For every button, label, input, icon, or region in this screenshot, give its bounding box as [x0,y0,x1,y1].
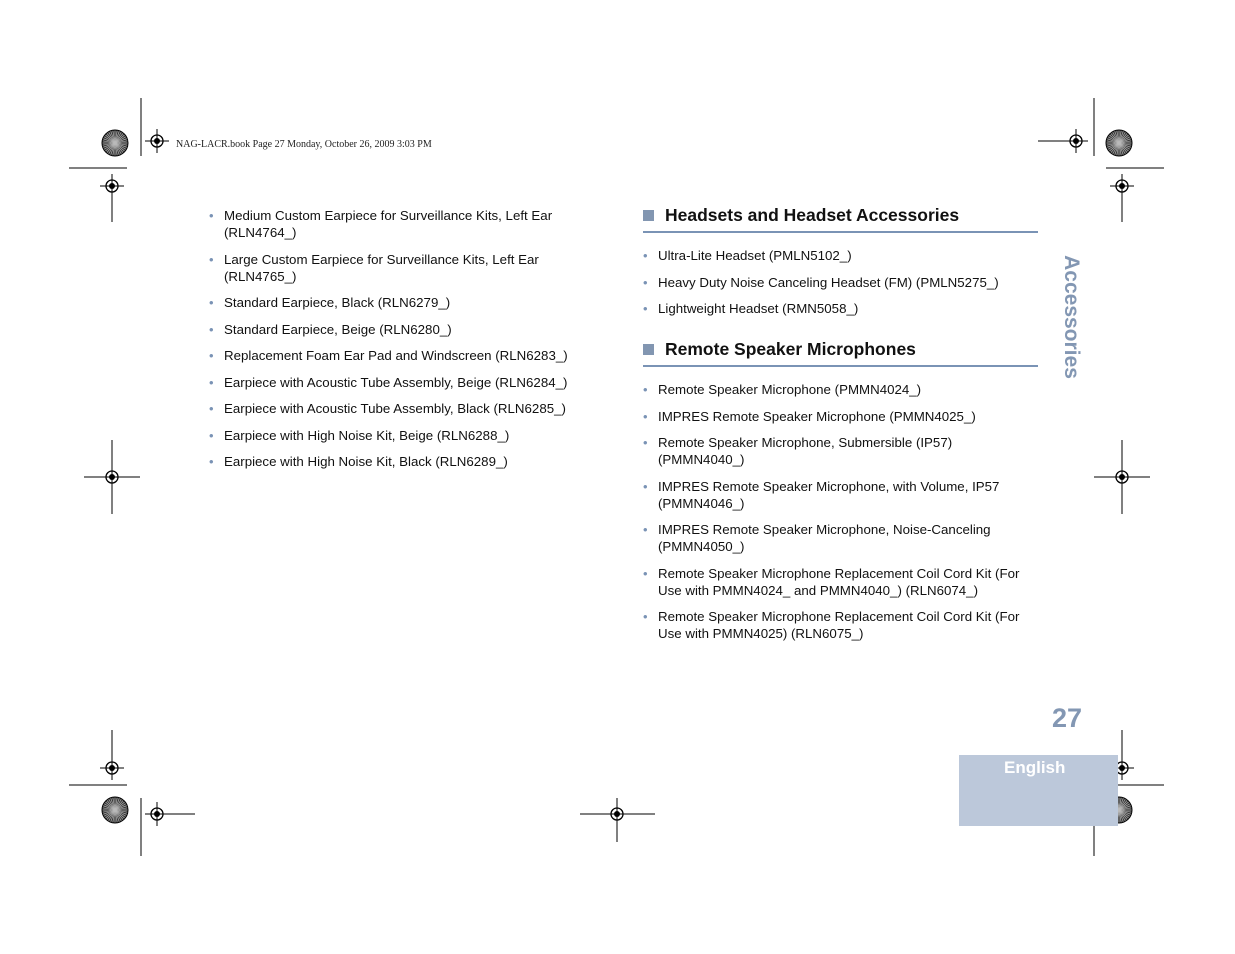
bullet-icon: • [643,274,648,290]
section-heading [643,339,1038,367]
list-item-text: IMPRES Remote Speaker Microphone (PMMN4025_) [658,408,976,424]
bullet-icon: • [643,408,648,424]
bullet-icon: • [209,295,214,310]
list-item-text: IMPRES Remote Speaker Microphone, with Volume, IP57 (PMMN4046_) [658,478,1000,511]
crosshair-target-icon [1110,465,1134,489]
list-item-text: Remote Speaker Microphone (PMMN4024_) [658,382,922,397]
list-item [643,274,1038,291]
list-item-text: Earpiece with Acoustic Tube Assembly, Black (RLN6285_) [224,401,566,416]
print-header-info: NAG-LACR.book Page 27 Monday, October 26, 2009 3:03 PM [176,139,432,150]
bullet-icon: • [209,251,214,267]
section-heading [643,205,1038,233]
bullet-icon: • [209,348,214,363]
language-box [959,755,1118,826]
list-item [209,251,609,285]
heading-square-icon [643,344,654,355]
list-item [643,521,1038,555]
list-item-text: Remote Speaker Microphone Replacement Coil Cord Kit (For Use with PMMN4025) (RLN6075_) [658,609,1020,641]
list-item [209,294,609,311]
list-item-text: Heavy Duty Noise Canceling Headset (FM) (PMLN5275_) [658,274,999,290]
list-item [643,478,1038,512]
list-item-text: Earpiece with Acoustic Tube Assembly, Beige (RLN6284_) [224,374,568,390]
list-item [209,207,609,241]
registration-starburst-icon [102,797,128,823]
bullet-icon: • [209,374,214,390]
list-item-text: Large Custom Earpiece for Surveillance Kits, Left Ear (RLN4765_) [224,251,539,284]
heading-square-icon [643,210,654,221]
list-item-text: Standard Earpiece, Beige (RLN6280_) [224,321,452,337]
list-item [643,608,1038,642]
bullet-icon: • [643,522,648,537]
section-remote-speaker-microphones [643,339,1038,642]
bullet-icon: • [209,454,214,469]
bullet-icon: • [643,301,648,316]
bullet-icon: • [209,208,214,223]
bullet-icon: • [209,321,214,337]
list-item [209,321,609,338]
left-bullet-list [209,207,609,470]
list-item [209,374,609,391]
list-item-text: Earpiece with High Noise Kit, Black (RLN6289_) [224,454,508,469]
bullet-icon: • [643,248,648,263]
crosshair-target-icon [1110,174,1134,198]
list-item [643,434,1038,468]
registration-starburst-icon [1106,130,1132,156]
list-item [209,427,609,444]
list-item [643,408,1038,425]
bullet-icon: • [643,435,648,450]
list-item-text: IMPRES Remote Speaker Microphone, Noise-Canceling (PMMN4050_) [658,522,991,554]
section-title-rsm: Remote Speaker Microphones [665,339,916,359]
right-column [643,205,1038,652]
list-item [643,381,1038,398]
side-tab [1043,252,1098,382]
bullet-icon: • [643,565,648,581]
headsets-bullet-list [643,247,1038,317]
crosshair-target-icon [605,802,629,826]
page-number: 27 [1051,703,1082,733]
crosshair-target-icon [100,465,124,489]
list-item-text: Standard Earpiece, Black (RLN6279_) [224,295,451,310]
crosshair-target-icon [145,802,169,826]
crosshair-target-icon [100,174,124,198]
list-item [643,247,1038,264]
list-item [209,400,609,417]
list-item-text: Medium Custom Earpiece for Surveillance Kits, Left Ear (RLN4764_) [224,208,553,240]
list-item-text: Lightweight Headset (RMN5058_) [658,301,859,316]
bullet-icon: • [209,401,214,416]
section-headsets [643,205,1038,317]
left-column [209,207,609,480]
bullet-icon: • [209,427,214,443]
bullet-icon: • [643,609,648,624]
list-item [209,453,609,470]
rsm-bullet-list [643,381,1038,642]
bullet-icon: • [643,382,648,397]
registration-starburst-icon [102,130,128,156]
list-item-text: Remote Speaker Microphone Replacement Coil Cord Kit (For Use with PMMN4024_ and PMMN4040_) (RLN6074_) [658,565,1020,598]
list-item-text: Ultra-Lite Headset (PMLN5102_) [658,248,852,263]
list-item [643,300,1038,317]
list-item-text: Remote Speaker Microphone, Submersible (IP57) (PMMN4040_) [658,435,953,467]
list-item [643,565,1038,599]
language-label: English [1004,758,1066,777]
list-item-text: Replacement Foam Ear Pad and Windscreen (RLN6283_) [224,348,568,363]
section-title-headsets: Headsets and Headset Accessories [665,205,960,225]
crosshair-target-icon [1064,129,1088,153]
side-tab-label: Accessories [1059,255,1083,379]
list-item [209,347,609,364]
bullet-icon: • [643,478,648,494]
crosshair-target-icon [100,756,124,780]
crosshair-target-icon [145,129,169,153]
list-item-text: Earpiece with High Noise Kit, Beige (RLN6288_) [224,427,510,443]
